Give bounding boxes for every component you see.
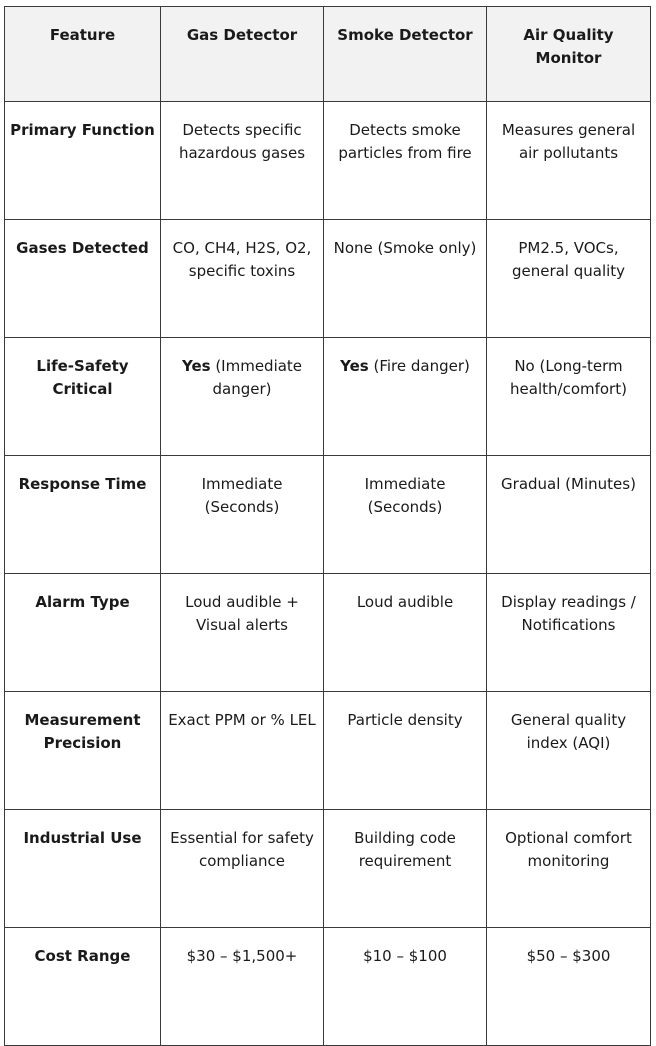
air-quality-cell: Optional comfort monitoring — [487, 810, 651, 928]
table-row — [5, 456, 651, 574]
row-label: Life-Safety Critical — [5, 338, 161, 456]
row-label: Measurement Precision — [5, 692, 161, 810]
header-gas-detector: Gas Detector — [161, 7, 324, 102]
gas-detector-cell: Essential for safety compliance — [161, 810, 324, 928]
table-row — [5, 338, 651, 456]
header-row — [5, 7, 651, 102]
gas-detector-cell: Loud audible + Visual alerts — [161, 574, 324, 692]
header-smoke-detector: Smoke Detector — [324, 7, 487, 102]
cell-text: (Immediate danger) — [210, 357, 303, 398]
header-feature: Feature — [5, 7, 161, 102]
row-label: Alarm Type — [5, 574, 161, 692]
row-label: Gases Detected — [5, 220, 161, 338]
smoke-detector-cell: None (Smoke only) — [324, 220, 487, 338]
row-label: Cost Range — [5, 928, 161, 1046]
smoke-detector-cell: Detects smoke particles from fire — [324, 102, 487, 220]
gas-detector-cell: Exact PPM or % LEL — [161, 692, 324, 810]
gas-detector-cell: $30 – $1,500+ — [161, 928, 324, 1046]
table-header — [5, 7, 651, 102]
air-quality-cell: No (Long-term health/comfort) — [487, 338, 651, 456]
table-row — [5, 810, 651, 928]
table-row — [5, 574, 651, 692]
smoke-detector-cell: Immediate (Seconds) — [324, 456, 487, 574]
air-quality-cell: Display readings / Notifications — [487, 574, 651, 692]
smoke-detector-cell: Loud audible — [324, 574, 487, 692]
gas-detector-cell: Detects specific hazardous gases — [161, 102, 324, 220]
gas-detector-cell: CO, CH4, H2S, O2, specific toxins — [161, 220, 324, 338]
gas-detector-cell: Immediate (Seconds) — [161, 456, 324, 574]
gas-detector-cell — [161, 338, 324, 456]
row-label: Industrial Use — [5, 810, 161, 928]
emphasis-text: Yes — [181, 357, 211, 375]
air-quality-cell: PM2.5, VOCs, general quality — [487, 220, 651, 338]
table-row — [5, 102, 651, 220]
table-row — [5, 692, 651, 810]
row-label: Response Time — [5, 456, 161, 574]
header-air-quality-monitor: Air Quality Monitor — [487, 7, 651, 102]
table-row — [5, 220, 651, 338]
smoke-detector-cell: $10 – $100 — [324, 928, 487, 1046]
smoke-detector-cell — [324, 338, 487, 456]
smoke-detector-cell: Particle density — [324, 692, 487, 810]
cell-text: (Fire danger) — [368, 357, 470, 375]
air-quality-cell: Gradual (Minutes) — [487, 456, 651, 574]
comparison-table — [4, 6, 651, 1046]
emphasis-text: Yes — [340, 357, 369, 375]
smoke-detector-cell: Building code requirement — [324, 810, 487, 928]
row-label: Primary Function — [5, 102, 161, 220]
air-quality-cell: $50 – $300 — [487, 928, 651, 1046]
air-quality-cell: Measures general air pollutants — [487, 102, 651, 220]
table-body — [5, 102, 651, 1046]
air-quality-cell: General quality index (AQI) — [487, 692, 651, 810]
